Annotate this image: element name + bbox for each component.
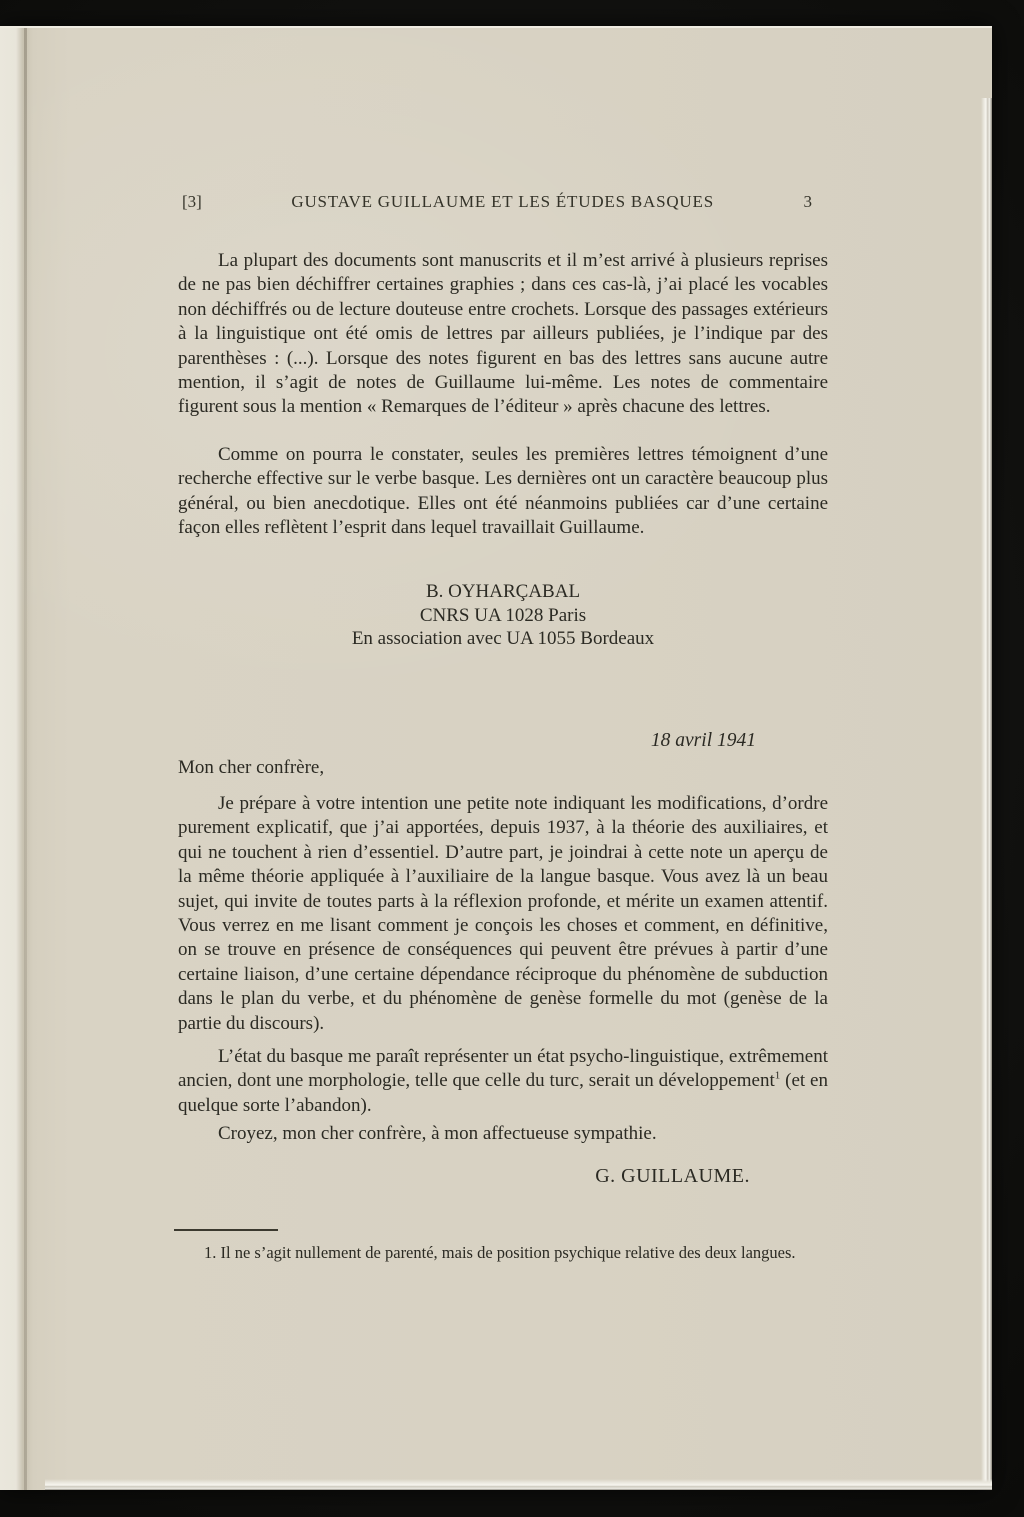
letter-salutation: Mon cher confrère, <box>178 757 325 778</box>
header-running-title: GUSTAVE GUILLAUME ET LES ÉTUDES BASQUES <box>291 192 714 211</box>
editor-name: B. OYHARÇABAL <box>425 581 581 602</box>
page-stack-edge-right <box>981 98 992 1487</box>
letter-closing: Croyez, mon cher confrère, à mon affectueuse sympathie. <box>218 1123 657 1144</box>
footnote-reference: 1 <box>774 1070 781 1083</box>
header-section-marker: [3] <box>182 192 202 211</box>
letter-paragraph-2-text: L’état du basque me paraît représenter un état psycho-linguistique, extrêmement ancien, dont une morphologie, telle que celle du turc, serait un développement <box>178 1046 828 1092</box>
book-page <box>0 26 992 1490</box>
header-page-number: 3 <box>803 192 812 211</box>
letter-paragraph-2 <box>178 1045 828 1118</box>
intro-paragraph-2: Comme on pourra le constater, seules les premières lettres témoignent d’une recherche effective sur le verbe basque. Les dernières ont un caractère beaucoup plus général, ou bien anecdotique. Elles ont été néanmoins publiées car d’une certaine façon elles reflètent l’esprit dans lequel travaillait Guillaume. <box>178 444 828 539</box>
footnote-rule <box>174 1229 278 1231</box>
letter-paragraph-1: Je prépare à votre intention une petite note indiquant les modifications, d’ordre purement explicatif, que j’ai apportées, depuis 1937, à la théorie des auxiliaires, et qui ne touchent à rien d’essentiel. D’autre part, je joindrai à cette note un aperçu de la même théorie appliquée à l’auxiliaire de la langue basque. Vous avez là un beau sujet, qui invite de toutes parts à la réflexion profonde, et mérite un examen attentif. Vous verrez en me lisant comment je conçois les choses et comment, en définitive, on se trouve en présence de conséquences qui peuvent être prévues à partir d’une certaine liaison, d’une certaine dépendance réciproque du phénomène de subduction dans le plan du verbe, et du phénomène de genèse formelle du mot (genèse de la partie du discours). <box>178 793 828 1034</box>
letter-date: 18 avril 1941 <box>650 730 756 751</box>
editor-association: En association avec UA 1055 Bordeaux <box>351 628 655 650</box>
text-column <box>178 28 828 1490</box>
page-gutter-fold <box>24 28 27 1490</box>
intro-paragraph-1: La plupart des documents sont manuscrits et il m’est arrivé à plusieurs reprises de ne pas bien déchiffrer certaines graphies ; dans ces cas-là, j’ai placé les vocables non déchiffrés ou de lecture douteuse entre crochets. Lorsque des passages extérieurs à la linguistique ont été omis de lettres par ailleurs publiées, je l’indique par des parenthèses : (...). Lorsque des notes figurent en bas des lettres sans aucune autre mention, il s’agit de notes de Guillaume lui-même. Les notes de commentaire figurent sous la mention « Remarques de l’éditeur » après chacune des lettres. <box>178 250 828 418</box>
letter-paragraph-2-continuation: (et en quelque sorte l’abandon). <box>178 1070 828 1116</box>
page-header <box>178 192 828 212</box>
editor-signature-block <box>178 580 828 651</box>
footnote: 1. Il ne s’agit nullement de parenté, mais de position psychique relative des deux langues. <box>204 1243 796 1262</box>
editor-affiliation: CNRS UA 1028 Paris <box>419 604 587 626</box>
letter-signature: G. GUILLAUME. <box>595 1165 750 1187</box>
